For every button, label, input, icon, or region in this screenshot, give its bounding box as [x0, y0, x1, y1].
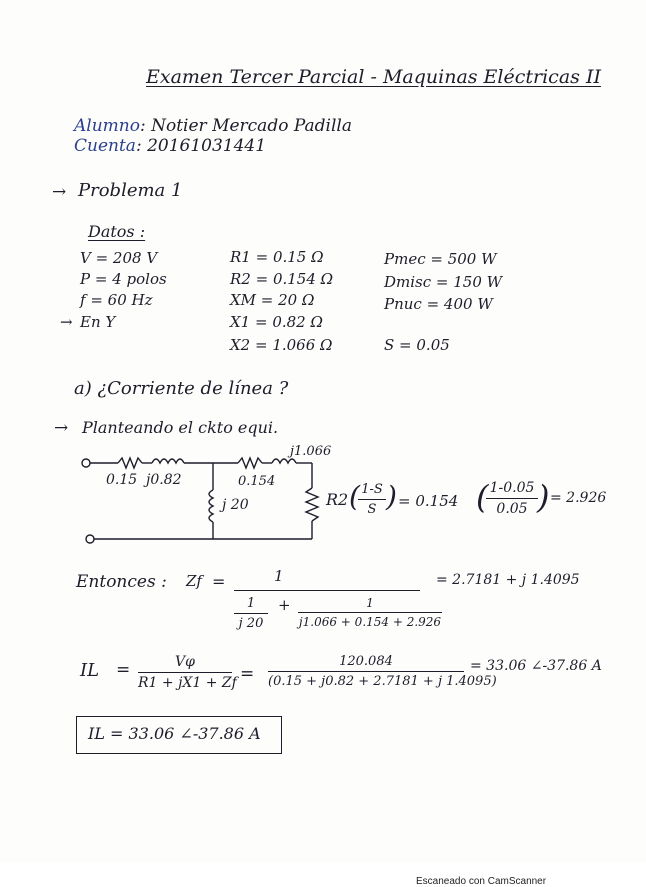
load-expr-r2: R2 — [326, 490, 349, 509]
load-paren-open-icon: ( — [349, 480, 360, 513]
student-name-label: Alumno — [74, 116, 140, 136]
fraction-bar — [234, 613, 268, 614]
xm-inductor-icon — [209, 490, 213, 522]
datos-col2-item: XM = 20 Ω — [230, 291, 315, 309]
student-account-label: Cuenta — [74, 136, 136, 156]
fraction-bar — [138, 672, 232, 673]
zf-eq: = — [212, 572, 226, 591]
datos-col2-item: X2 = 1.066 Ω — [230, 336, 333, 354]
datos-col2-item: X1 = 0.82 Ω — [230, 313, 323, 331]
datos-col2-item: R1 = 0.15 Ω — [230, 248, 324, 266]
zf-sub-fraction-2 — [298, 596, 442, 629]
zf-sub1-num: 1 — [246, 596, 256, 611]
zf-lead: Entonces : — [76, 572, 167, 592]
datos-col3-item: Pnuc = 400 W — [384, 295, 493, 313]
zf-var: Zf — [186, 572, 202, 590]
answer-text: IL = 33.06 ∠-37.86 A — [88, 724, 261, 743]
il-eq: = — [116, 660, 131, 680]
datos-col3-item: S = 0.05 — [384, 336, 450, 354]
circuit-x2-label: j1.066 — [290, 444, 332, 459]
load-fraction-2 — [486, 480, 538, 517]
il-frac1-den: R1 + jX1 + Zf — [138, 675, 237, 691]
load-result: = 2.926 — [550, 490, 607, 506]
zf-result: = 2.7181 + j 1.4095 — [436, 572, 580, 588]
il-frac2-num: 120.084 — [339, 654, 393, 669]
il-fraction-1 — [138, 654, 237, 691]
zf-num: 1 — [274, 567, 284, 585]
circuit-xm-label: j 20 — [222, 497, 249, 513]
datos-col1-item: En Y — [80, 313, 116, 331]
il-eq2: = — [240, 664, 255, 684]
datos-col3-item: Dmisc = 150 W — [384, 273, 503, 291]
x1-inductor-icon — [152, 459, 184, 463]
load-frac2-den: 0.05 — [496, 501, 528, 517]
r2-resistor-icon — [238, 458, 262, 468]
zf-sub1-den: j 20 — [238, 616, 264, 631]
load-paren2-close-icon: ) — [537, 478, 550, 516]
load-fraction-1 — [358, 482, 386, 517]
circuit-heading: Planteando el ckto equi. — [82, 418, 279, 437]
student-account-value: : 20161031441 — [135, 136, 267, 156]
load-resistor-icon — [306, 488, 318, 521]
load-expr-mid: = 0.154 — [398, 492, 459, 510]
zf-sub2-num: 1 — [366, 596, 374, 610]
r1-resistor-icon — [118, 458, 142, 468]
circuit-x1-label: j0.82 — [146, 472, 182, 488]
load-paren-close-icon: ) — [386, 480, 397, 513]
page-title: Examen Tercer Parcial - Maquinas Eléctricas II — [146, 66, 601, 88]
circuit-arrow-icon: → — [54, 418, 69, 438]
fraction-bar — [298, 612, 442, 613]
il-var: IL — [80, 660, 100, 681]
scanner-footer: Escaneado con CamScanner — [416, 876, 547, 887]
datos-col1-item: P = 4 polos — [80, 270, 167, 288]
il-result: = 33.06 ∠-37.86 A — [470, 658, 602, 674]
fraction-bar — [486, 498, 538, 499]
load-frac1-den: S — [367, 502, 377, 517]
x2-inductor-icon — [272, 459, 296, 463]
zf-sub2-den: j1.066 + 0.154 + 2.926 — [298, 615, 442, 629]
circuit-r1-label: 0.15 — [106, 472, 138, 488]
datos-col2-item: R2 = 0.154 Ω — [230, 270, 334, 288]
datos-col3-item: Pmec = 500 W — [384, 250, 497, 268]
fraction-bar — [268, 671, 464, 672]
fraction-bar — [358, 499, 386, 500]
datos-col1-item: f = 60 Hz — [80, 291, 153, 309]
circuit-r2-label: 0.154 — [238, 474, 276, 489]
il-frac2-den: (0.15 + j0.82 + 2.7181 + j 1.4095) — [268, 674, 497, 689]
zf-sub-fraction-1 — [234, 596, 268, 631]
student-name-value: : Notier Mercado Padilla — [139, 116, 352, 136]
problem-heading: Problema 1 — [78, 180, 183, 201]
load-frac2-num: 1-0.05 — [489, 480, 535, 496]
il-frac1-num: Vφ — [175, 654, 195, 670]
datos-col1-item: V = 208 V — [80, 249, 158, 267]
terminal-top-icon — [82, 459, 90, 467]
load-frac1-num: 1-S — [361, 482, 383, 497]
terminal-bottom-icon — [86, 535, 94, 543]
datos-label: Datos : — [88, 222, 146, 241]
load-paren2-open-icon: ( — [476, 478, 489, 516]
zf-main-bar — [234, 590, 420, 591]
question-a: a) ¿Corriente de línea ? — [74, 378, 289, 399]
problem-arrow-icon: → — [52, 182, 67, 202]
il-fraction-2 — [268, 654, 497, 689]
datos-arrow-icon: → — [60, 313, 73, 331]
zf-plus: + — [278, 596, 291, 614]
